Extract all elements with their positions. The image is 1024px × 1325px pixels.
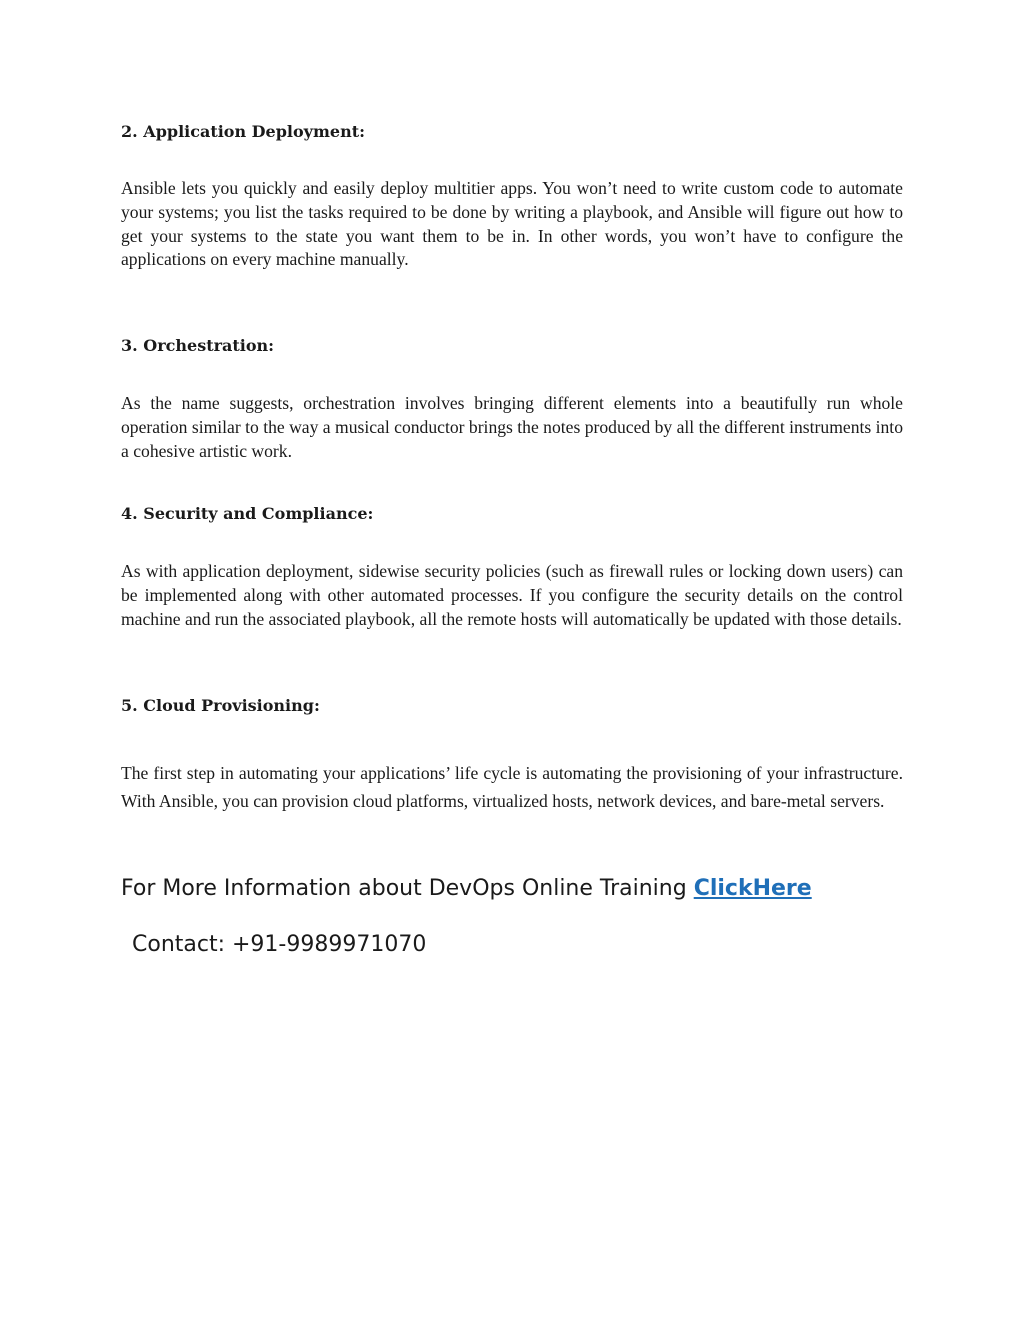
click-here-link[interactable]: ClickHere <box>693 876 812 901</box>
section-body-security-compliance: As with application deployment, sidewise security policies (such as firewall rules or locking down users) can be implemented along with other automated processes. If you configure the security details on the control machine and run the associated playbook, all the remote hosts will automatically be updated with those details. <box>121 561 903 629</box>
section-body-cloud-provisioning: The first step in automating your applications’ life cycle is automating the provisioning of your infrastructure. With Ansible, you can provision cloud platforms, virtualized hosts, network devices, and bare-metal servers. <box>121 763 903 811</box>
section-heading-cloud-provisioning: 5. Cloud Provisioning: <box>121 696 320 715</box>
contact-line: Contact: +91-9989971070 <box>132 932 427 957</box>
section-heading-security-compliance: 4. Security and Compliance: <box>121 504 374 523</box>
section-heading-application-deployment: 2. Application Deployment: <box>121 122 365 141</box>
more-info-text: For More Information about DevOps Online Training <box>121 876 694 901</box>
section-body-application-deployment: Ansible lets you quickly and easily deploy multitier apps. You won’t need to write custom code to automate your systems; you list the tasks required to be done by writing a playbook, and Ansible will figure out how to get your systems to the state you want them to be in. In other words, you won’t have to configure the applications on every machine manually. <box>121 178 903 270</box>
more-info-line <box>121 873 812 905</box>
section-body-orchestration: As the name suggests, orchestration involves bringing different elements into a beautifully run whole operation similar to the way a musical conductor brings the notes produced by all the different instruments into a cohesive artistic work. <box>121 393 903 461</box>
section-heading-orchestration: 3. Orchestration: <box>121 336 275 355</box>
